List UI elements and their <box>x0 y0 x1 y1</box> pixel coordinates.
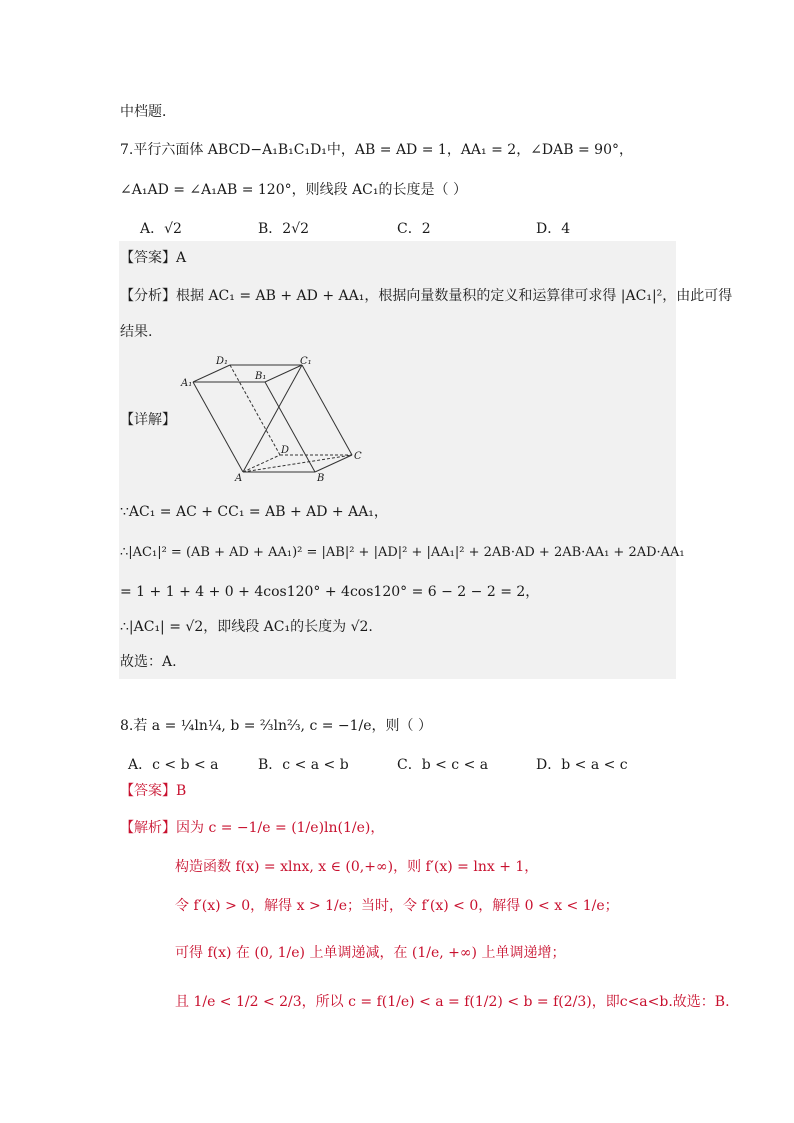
label-d1: D₁ <box>216 356 229 367</box>
q7-stem-line1: 7.平行六面体 ABCD−A₁B₁C₁D₁中，AB = AD = 1，AA₁ = 2，∠DAB = 90°， <box>120 142 633 158</box>
label-c: C <box>354 451 362 462</box>
q7-answer: 【答案】A <box>120 250 187 266</box>
label-d: D <box>281 445 290 456</box>
q8-answer: 【答案】B <box>120 783 187 799</box>
q8-analysis-line4: 可得 f(x) 在 (0, 1/e) 上单调递减，在 (1/e, +∞) 上单调递增； <box>175 945 566 961</box>
q7-step4: ∴|AC₁| = √2，即线段 AC₁的长度为 √2. <box>120 619 373 635</box>
q7-option-d: D．4 <box>536 221 571 237</box>
q7-option-a: A．√2 <box>140 221 182 237</box>
q8-analysis-line2: 构造函数 f(x) = xlnx, x ∈ (0,+∞)，则 f′(x) = lnx + 1， <box>175 859 539 875</box>
q7-detail-label: 【详解】 <box>120 412 176 428</box>
q7-stem-line2: ∠A₁AD = ∠A₁AB = 120°，则线段 AC₁的长度是（ ） <box>120 182 467 198</box>
q8-stem: 8.若 a = ¼ln¼, b = ⅔ln⅔, c = −1/e，则（ ） <box>120 718 433 734</box>
q8-analysis-line3: 令 f′(x) > 0，解得 x > 1/e；当时，令 f′(x) < 0，解得 0 < x < 1/e； <box>175 898 619 914</box>
label-b: B <box>317 473 325 484</box>
q7-step2: ∴|AC₁|² = (AB + AD + AA₁)² = |AB|² + |AD|² + |AA₁|² + 2AB·AD + 2AB·AA₁ + 2AD·AA₁ <box>120 545 685 560</box>
q8-option-d: D．b < a < c <box>536 757 628 773</box>
q8-option-b: B．c < a < b <box>258 757 349 773</box>
label-a1: A₁ <box>181 378 193 389</box>
parallelepiped-figure <box>180 352 370 484</box>
q7-option-c: C．2 <box>397 221 431 237</box>
intro-text: 中档题． <box>120 104 176 120</box>
label-a: A <box>235 473 243 484</box>
q7-analysis-line1: 【分析】根据 AC₁ = AB + AD + AA₁，根据向量数量积的定义和运算律可求得 |AC₁|²，由此可得 <box>120 288 733 304</box>
q8-analysis-line5: 且 1/e < 1/2 < 2/3，所以 c = f(1/e) < a = f(1/2) < b = f(2/3)，即c<a<b.故选：B. <box>175 994 730 1010</box>
q8-option-c: C．b < c < a <box>397 757 489 773</box>
q7-choose: 故选：A. <box>120 654 177 670</box>
q7-analysis-line2: 结果. <box>120 324 153 340</box>
label-c1: C₁ <box>300 356 312 367</box>
q7-step3: = 1 + 1 + 4 + 0 + 4cos120° + 4cos120° = 6 − 2 − 2 = 2， <box>120 584 540 600</box>
label-b1: B₁ <box>255 371 267 382</box>
q7-step1: ∵AC₁ = AC + CC₁ = AB + AD + AA₁， <box>120 504 388 520</box>
q8-option-a: A．c < b < a <box>128 757 219 773</box>
q8-analysis-line1: 【解析】因为 c = −1/e = (1/e)ln(1/e)， <box>120 820 385 836</box>
q7-option-b: B．2√2 <box>258 221 310 237</box>
